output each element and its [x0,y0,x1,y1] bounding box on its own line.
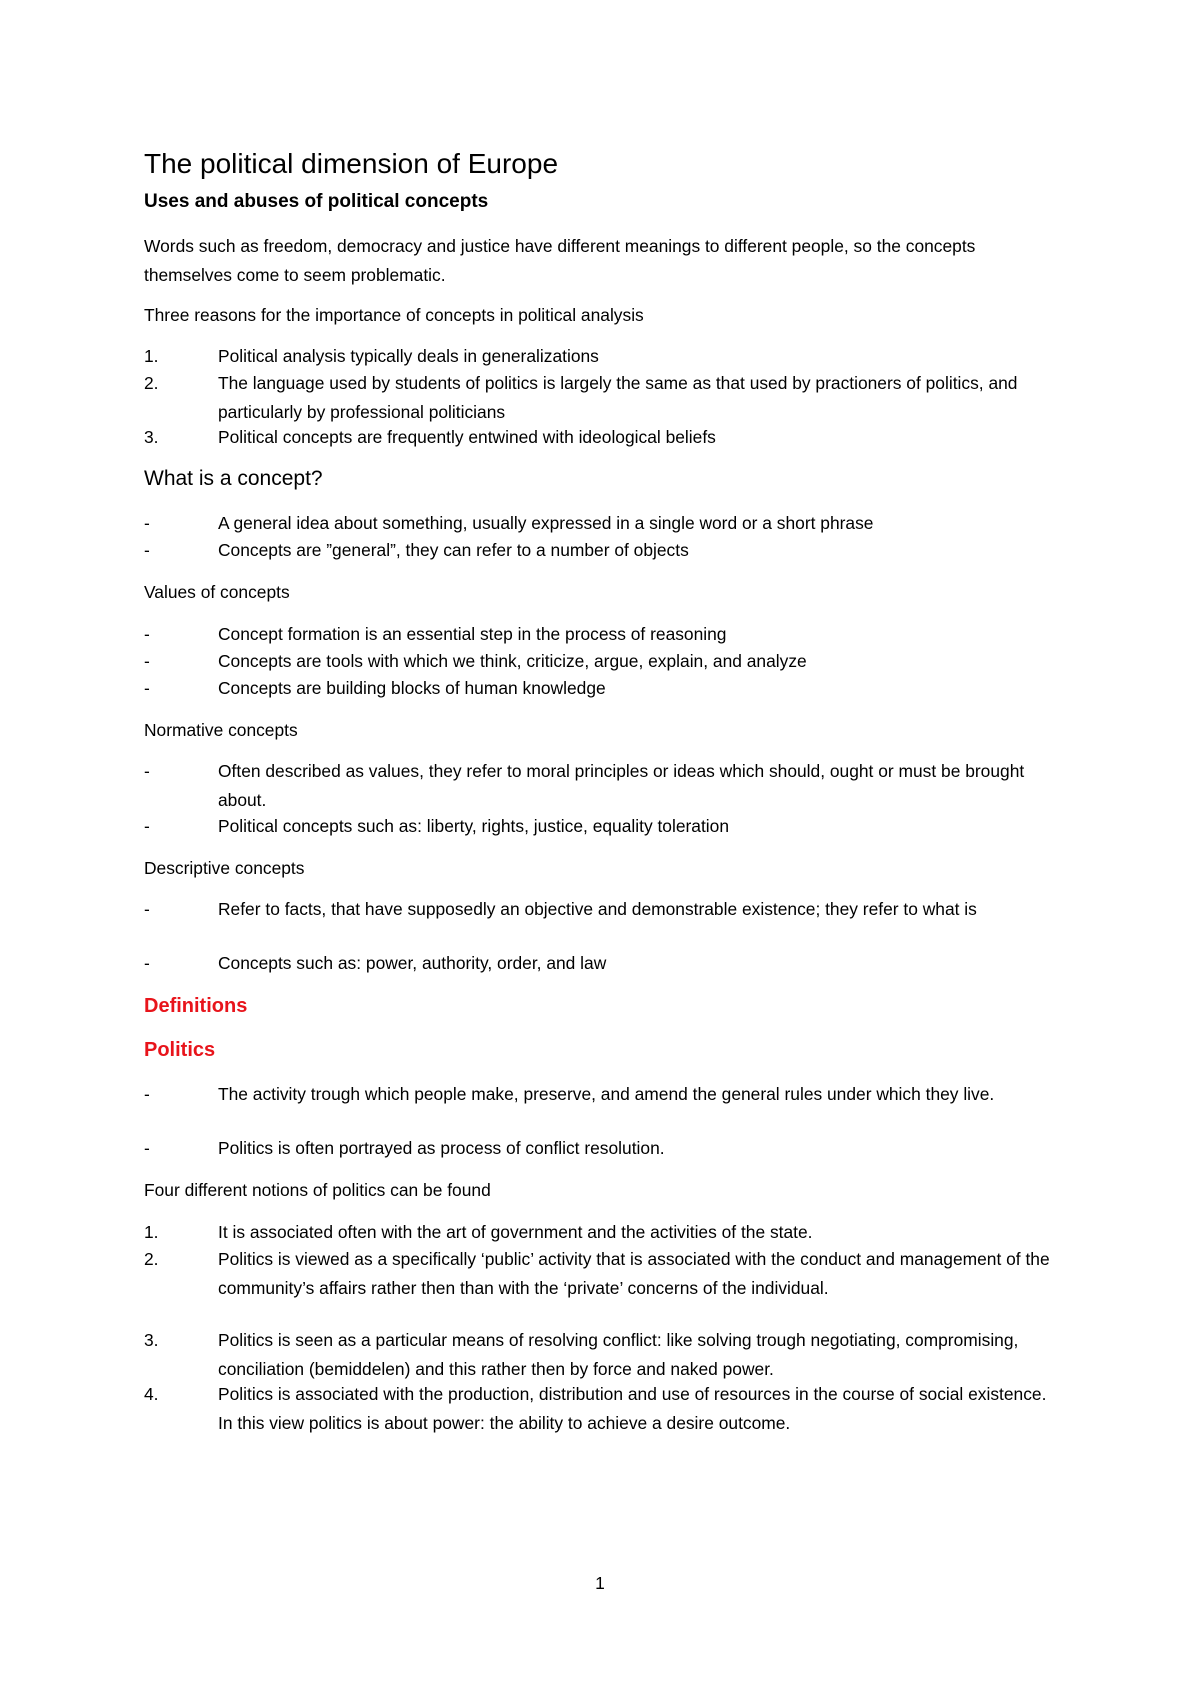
list-item [144,342,1056,371]
list-item-text: The activity trough which people make, preserve, and amend the general rules under which they live. [218,1084,995,1104]
list-item [144,509,1056,538]
document-page [144,0,1056,1696]
list-dash: - [144,816,150,836]
heading-politics: Politics [144,1039,216,1061]
list-item-text: It is associated often with the art of government and the activities of the state. [218,1222,813,1242]
list-item-text: Politics is associated with the production, distribution and use of resources in the course of social existence. In this view politics is about power: the ability to achieve a desire outcome. [218,1384,1047,1433]
list-item-text: Refer to facts, that have supposedly an objective and demonstrable existence; they refer to what is [218,899,977,919]
list-item-text: Politics is viewed as a specifically ‘public’ activity that is associated with the conduct and management of the community’s affairs rather then than with the ‘private’ concerns of the individual. [218,1249,1050,1298]
list-item [144,757,1056,810]
descriptive-label: Descriptive concepts [144,858,305,878]
list-number: 3. [144,427,159,447]
page-number: 1 [595,1573,605,1593]
list-item [144,536,1056,565]
list-dash: - [144,540,150,560]
list-item-text: Politics is often portrayed as process of conflict resolution. [218,1138,665,1158]
list-number: 3. [144,1330,159,1350]
list-dash: - [144,953,150,973]
list-item-text: The language used by students of politics is largely the same as that used by practioners of politics, and particularly by professional politicians [218,373,1018,422]
list-dash: - [144,651,150,671]
list-item-text: Political analysis typically deals in generalizations [218,346,599,366]
list-item-text: Concept formation is an essential step in the process of reasoning [218,624,727,644]
list-item [144,1218,1056,1247]
values-label: Values of concepts [144,582,290,602]
list-item [144,369,1056,422]
list-item-text: Concepts are ”general”, they can refer to a number of objects [218,540,689,560]
list-number: 2. [144,373,159,393]
list-item-text: Concepts are tools with which we think, criticize, argue, explain, and analyze [218,651,807,671]
list-item [144,620,1056,649]
list-dash: - [144,761,150,781]
list-item-text: Political concepts such as: liberty, rights, justice, equality toleration [218,816,730,836]
three-reasons-label: Three reasons for the importance of concepts in political analysis [144,305,644,325]
list-item [144,812,1056,841]
list-item [144,423,1056,452]
list-dash: - [144,1084,150,1104]
list-item [144,647,1056,676]
list-item [144,1134,1056,1163]
list-number: 1. [144,1222,159,1242]
list-item [144,1245,1056,1298]
list-item [144,674,1056,703]
list-dash: - [144,624,150,644]
list-dash: - [144,513,150,533]
page-title: The political dimension of Europe [144,148,559,179]
list-item [144,949,1056,978]
list-item-text: Concepts are building blocks of human knowledge [218,678,606,698]
list-item-text: A general idea about something, usually expressed in a single word or a short phrase [218,513,874,533]
list-item-text: Often described as values, they refer to moral principles or ideas which should, ought or must be brought about. [218,761,1025,810]
list-item-text: Political concepts are frequently entwined with ideological beliefs [218,427,716,447]
heading-uses-and-abuses: Uses and abuses of political concepts [144,191,489,212]
list-item [144,895,1056,924]
four-notions-label: Four different notions of politics can be found [144,1180,491,1200]
list-number: 4. [144,1384,159,1404]
list-number: 1. [144,346,159,366]
list-item [144,1080,1056,1109]
heading-what-is-a-concept: What is a concept? [144,467,323,490]
normative-label: Normative concepts [144,720,298,740]
list-dash: - [144,678,150,698]
list-item-text: Concepts such as: power, authority, order, and law [218,953,607,973]
heading-definitions: Definitions [144,995,248,1017]
list-item-text: Politics is seen as a particular means of resolving conflict: like solving trough negotiating, compromising, conciliation (bemiddelen) and this rather then by force and naked power. [218,1330,1019,1379]
list-item [144,1326,1056,1379]
list-dash: - [144,899,150,919]
intro-paragraph: Words such as freedom, democracy and justice have different meanings to different people, so the concepts themselves come to seem problematic. [144,236,976,285]
list-number: 2. [144,1249,159,1269]
list-dash: - [144,1138,150,1158]
list-item [144,1380,1056,1433]
